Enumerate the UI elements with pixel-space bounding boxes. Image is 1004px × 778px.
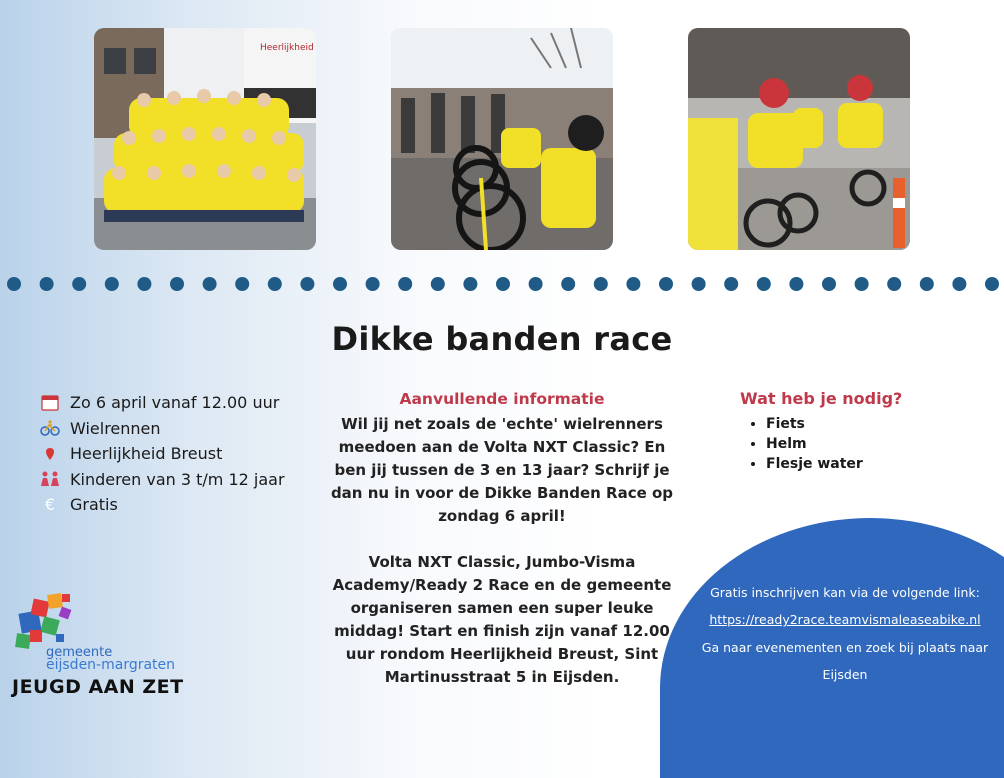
info-line: uur rondom Heerlijkheid Breust, Sint [345,645,659,663]
needs-list [740,414,902,474]
tagline: JEUGD AAN ZET [12,676,184,698]
divider-dot [300,277,314,291]
divider-dot [105,277,119,291]
registration-instruction: Ga naar evenementen en zoek bij plaats naar [701,640,989,655]
divider-dot [757,277,771,291]
info-line: Academy/Ready 2 Race en de gemeente [332,576,672,594]
dotted-divider [0,276,1004,292]
divider-dot [7,277,21,291]
children-icon [30,471,70,487]
info-line: zondag 6 april! [438,507,566,525]
divider-dot [496,277,510,291]
divider-dot [268,277,282,291]
divider-dot [659,277,673,291]
municipality-name: gemeente eijsden-margraten [46,645,176,673]
location-pin-icon [30,447,70,461]
divider-dot [724,277,738,291]
info-line: organiseren samen een super leuke [350,599,654,617]
registration-link[interactable]: https://ready2race.teamvismaleaseabike.nl [709,612,981,627]
needs-section [740,389,902,474]
needs-item: • Flesje water [766,454,902,474]
needs-item: • Fiets [766,414,902,434]
info-line: ben jij tussen de 3 en 13 jaar? Schrijf je [334,461,670,479]
divider-dot [72,277,86,291]
info-line: meedoen aan de Volta NXT Classic? En [338,438,666,456]
divider-dot [203,277,217,291]
registration-place: Eijsden [822,667,868,682]
divider-dot [561,277,575,291]
additional-info [330,390,674,689]
divider-dot [366,277,380,291]
fact-sport: Wielrennen [30,416,285,442]
fact-age: Kinderen van 3 t/m 12 jaar [30,467,285,493]
needs-heading: Wat heb je nodig? [740,389,903,408]
divider-dot [398,277,412,291]
additional-info-heading: Aanvullende informatie [399,390,605,408]
info-line: dan nu in voor de Dikke Banden Race op [330,484,674,502]
divider-dot [920,277,934,291]
divider-dot [692,277,706,291]
euro-icon: € [44,495,56,515]
divider-dot [822,277,836,291]
divider-dot [887,277,901,291]
divider-dot [985,277,999,291]
info-line: middag! Start en finish zijn vanaf 12.00 [334,622,670,640]
info-line: Martinusstraat 5 in Eijsden. [384,668,620,686]
divider-dot [170,277,184,291]
registration-intro: Gratis inschrijven kan via de volgende link: [710,585,980,600]
bicycle-icon [30,420,70,436]
fact-price: € Gratis [30,492,285,518]
divider-dot [137,277,151,291]
heerlijkheid-sign: Heerlijkheid [260,43,314,53]
fact-location: Heerlijkheid Breust [30,441,285,467]
divider-dot [855,277,869,291]
needs-item: • Helm [766,434,902,454]
divider-dot [789,277,803,291]
start-line-photo [391,28,613,250]
divider-dot [594,277,608,291]
divider-dot [529,277,543,291]
fact-date: Zo 6 april vanaf 12.00 uur [30,390,285,416]
group-photo-children [94,28,316,250]
divider-dot [431,277,445,291]
info-line: Wil jij net zoals de 'echte' wielrenners [341,415,663,433]
calendar-icon [30,394,70,411]
divider-dot [40,277,54,291]
divider-dot [333,277,347,291]
divider-dot [463,277,477,291]
info-line: Volta NXT Classic, Jumbo-Visma [368,553,636,571]
divider-dot [626,277,640,291]
event-title: Dikke banden race [331,320,673,358]
divider-dot [235,277,249,291]
race-photo [688,28,910,250]
divider-dot [952,277,966,291]
event-facts [30,390,285,518]
